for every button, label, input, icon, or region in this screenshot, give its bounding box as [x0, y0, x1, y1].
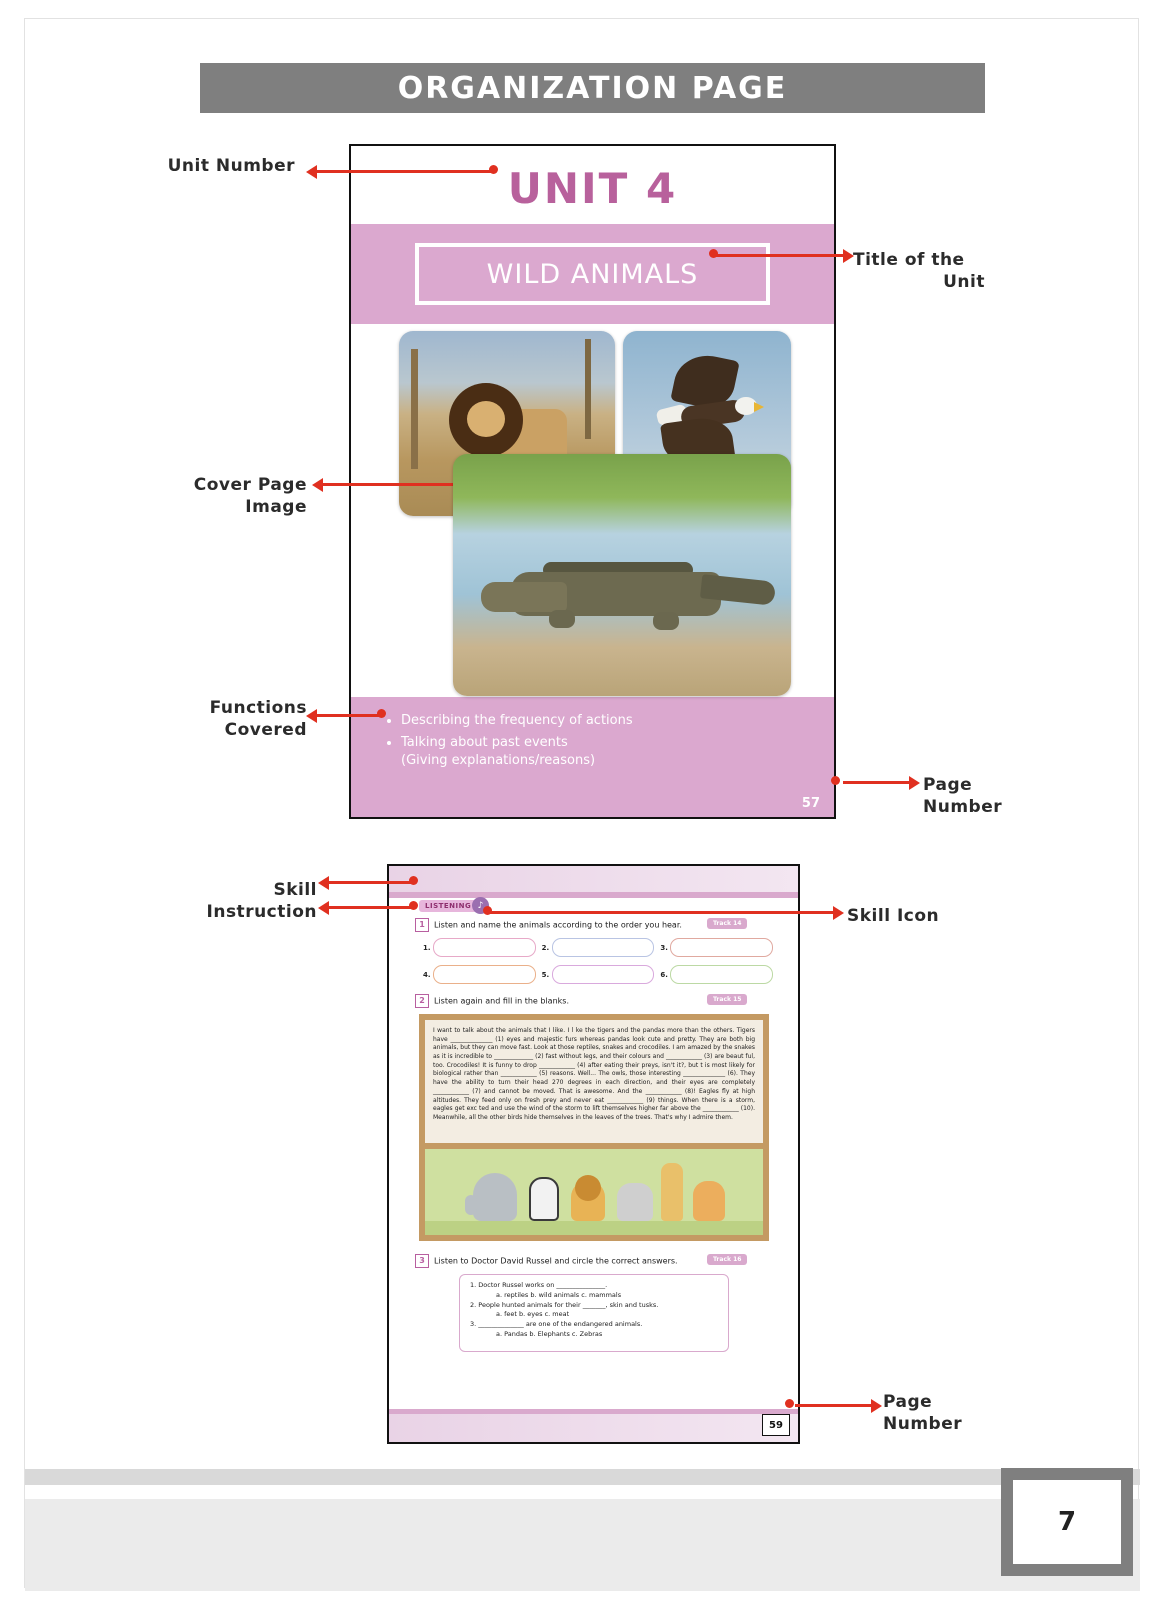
answer-item[interactable] — [660, 965, 773, 984]
page-title: ORGANIZATION PAGE — [397, 70, 788, 106]
annotation-dot — [489, 165, 498, 174]
skill-label: LISTENING — [419, 900, 477, 912]
inner-top-band — [389, 866, 798, 892]
annotation-dot — [377, 709, 386, 718]
multiple-choice-block — [459, 1274, 729, 1352]
annotation-dot — [709, 249, 718, 258]
exercise-number: 2 — [415, 994, 429, 1008]
answer-label: 6. — [660, 970, 668, 979]
annotation-arrow — [795, 1404, 873, 1407]
question-text: 2. People hunted animals for their _______, skin and tusks. — [470, 1300, 659, 1309]
annotation-dot — [785, 1399, 794, 1408]
annotation-line: Cover Page — [193, 475, 307, 495]
question-options[interactable]: a. feet b. eyes c. meat — [496, 1310, 570, 1319]
answer-item[interactable] — [423, 938, 536, 957]
unit-number: UNIT 4 — [507, 164, 678, 213]
track-badge: Track 14 — [707, 918, 747, 929]
answer-label: 4. — [423, 970, 431, 979]
elephant-illustration — [473, 1173, 517, 1221]
passage-text: I want to talk about the animals that I like. I l ke the tigers and the pandas more than the others. Tigers have ______________ (1) eyes and majestic furs whereas pandas look cute and pretty. They are both big animals, but they can move fast. Look at those reptiles, snakes and crocodiles. I am amazed by the snakes as it is incredible to _____________ (2) fast without legs, and their colours and ____________ (3) are beaut ful, too. Crocodiles! It is funny to drop ____________ (4) after eating their preys, isn't it?, but t is most likely for biological rather than ____________ (5) reasons. Well... The owls, those interesting ______________ (6). They have the ability to turn their head 270 degrees in each direction, and their eyes are completely ____________ (7) and cannot be moved. That is awesome. And the ____________ (8)! Eagles fly at high altitudes. They feed only on fresh prey and never eat ____________ (9) things. When there is a storm, eagles get exc ted and use the wind of the storm to lift themselves higher far above the ____________ (10). Meanwhile, all the other birds hide themselves in the leaves of the trees. That's why I admire them. — [419, 1014, 769, 1149]
annotation-arrow — [315, 170, 495, 173]
annotation-line: Number — [883, 1414, 963, 1435]
exercise-1-instruction — [415, 918, 682, 932]
crocodile-leg-shape — [653, 612, 679, 630]
answer-label: 5. — [541, 970, 550, 979]
lion-face-shape — [467, 401, 505, 437]
annotation-dot — [831, 776, 840, 785]
answer-input[interactable] — [552, 938, 655, 957]
lion-illustration — [571, 1181, 605, 1221]
question-options[interactable]: a. reptiles b. wild animals c. mammals — [496, 1290, 622, 1299]
answer-input[interactable] — [552, 965, 655, 984]
exercise-3-instruction — [415, 1254, 678, 1268]
annotation-line: Unit — [943, 272, 985, 293]
footer-divider — [25, 1469, 1140, 1485]
annotation-arrow — [327, 906, 415, 909]
exercise-instruction-text: Listen again and fill in the blanks. — [434, 996, 569, 1006]
exercise-number: 3 — [415, 1254, 429, 1268]
crocodile-head-shape — [481, 582, 567, 612]
annotation-line: Number — [923, 797, 1003, 818]
annotation-arrow — [487, 911, 707, 914]
exercise-instruction-text: Listen and name the animals according to the order you hear. — [434, 920, 682, 930]
question-text: 1. Doctor Russel works on _______________. — [470, 1281, 608, 1289]
answer-input[interactable] — [433, 938, 536, 957]
answer-input[interactable] — [670, 938, 773, 957]
inner-top-band-accent — [389, 892, 798, 898]
crocodile-leg-shape — [549, 610, 575, 628]
annotation-skill-instruction — [165, 879, 317, 923]
annotation-line: Page — [923, 775, 973, 795]
footer-page-number-box — [1001, 1468, 1133, 1576]
exercise-2-instruction — [415, 994, 569, 1008]
answer-label: 3. — [660, 943, 668, 952]
ground-shape — [425, 1221, 763, 1235]
zebra-illustration — [529, 1177, 559, 1221]
question-options[interactable]: a. Pandas b. Elephants c. Zebras — [496, 1329, 603, 1338]
annotation-line: Page — [883, 1392, 933, 1412]
eagle-beak-shape — [754, 402, 764, 412]
annotation-dot — [409, 876, 418, 885]
unit-title: WILD ANIMALS — [486, 258, 699, 290]
list-item: • Talking about past events — [401, 733, 816, 753]
annotation-title-of-unit — [853, 249, 1023, 293]
inner-page-number: 59 — [762, 1414, 790, 1436]
functions-covered-block — [351, 697, 834, 817]
annotation-line: Covered — [224, 720, 307, 741]
answer-input[interactable] — [670, 965, 773, 984]
annotation-page-number-bottom — [883, 1391, 1063, 1435]
document-page — [24, 18, 1139, 1588]
annotation-line: Title of the — [853, 250, 965, 270]
annotation-skill-icon: Skill Icon — [847, 906, 940, 926]
answer-label: 2. — [541, 943, 550, 952]
annotation-line: Instruction — [206, 902, 317, 923]
annotation-arrow — [315, 714, 383, 717]
functions-list — [385, 711, 816, 753]
annotation-dot — [409, 901, 418, 910]
annotation-arrow — [715, 254, 845, 257]
functions-subnote: (Giving explanations/reasons) — [401, 753, 596, 769]
giraffe-illustration — [661, 1163, 683, 1221]
annotation-arrow — [705, 911, 835, 914]
cover-page-number: 57 — [801, 796, 820, 811]
annotation-arrow — [843, 781, 911, 784]
answer-item[interactable] — [423, 965, 536, 984]
annotation-arrow — [321, 483, 471, 486]
track-badge: Track 15 — [707, 994, 747, 1005]
zoo-illustration — [419, 1149, 769, 1241]
annotation-line: Image — [245, 497, 307, 518]
annotation-arrow — [327, 881, 415, 884]
annotation-cover-image — [135, 474, 307, 518]
crocodile-photo — [453, 454, 791, 696]
inner-page-preview — [387, 864, 800, 1444]
footer-page-number: 7 — [1013, 1480, 1121, 1564]
answer-item[interactable] — [660, 938, 773, 957]
list-item: • Describing the frequency of actions — [401, 711, 816, 731]
rhino-illustration — [617, 1183, 653, 1221]
tree-decoration — [411, 349, 418, 469]
footer-band — [25, 1499, 1140, 1591]
annotation-unit-number: Unit Number — [167, 156, 295, 176]
answer-label: 1. — [423, 943, 431, 952]
tiger-illustration — [693, 1181, 725, 1221]
annotation-line: Skill — [273, 880, 317, 900]
answer-item[interactable] — [542, 938, 655, 957]
annotation-functions-covered — [135, 697, 307, 741]
exercise-instruction-text: Listen to Doctor David Russel and circle the correct answers. — [434, 1256, 678, 1266]
track-badge: Track 16 — [707, 1254, 747, 1265]
answer-box-grid — [423, 938, 773, 984]
header-banner — [200, 63, 985, 113]
headphones-icon: ♪ — [472, 897, 489, 914]
answer-item[interactable] — [542, 965, 655, 984]
tree-decoration — [585, 339, 591, 439]
cover-image-group — [399, 331, 791, 696]
inner-bottom-band — [389, 1414, 798, 1442]
annotation-page-number-top — [923, 774, 1103, 818]
annotation-line: Functions — [209, 698, 307, 718]
exercise-number: 1 — [415, 918, 429, 932]
question-text: 3. ______________ are one of the endangered animals. — [470, 1320, 643, 1328]
answer-input[interactable] — [433, 965, 536, 984]
unit-cover-preview — [349, 144, 836, 819]
